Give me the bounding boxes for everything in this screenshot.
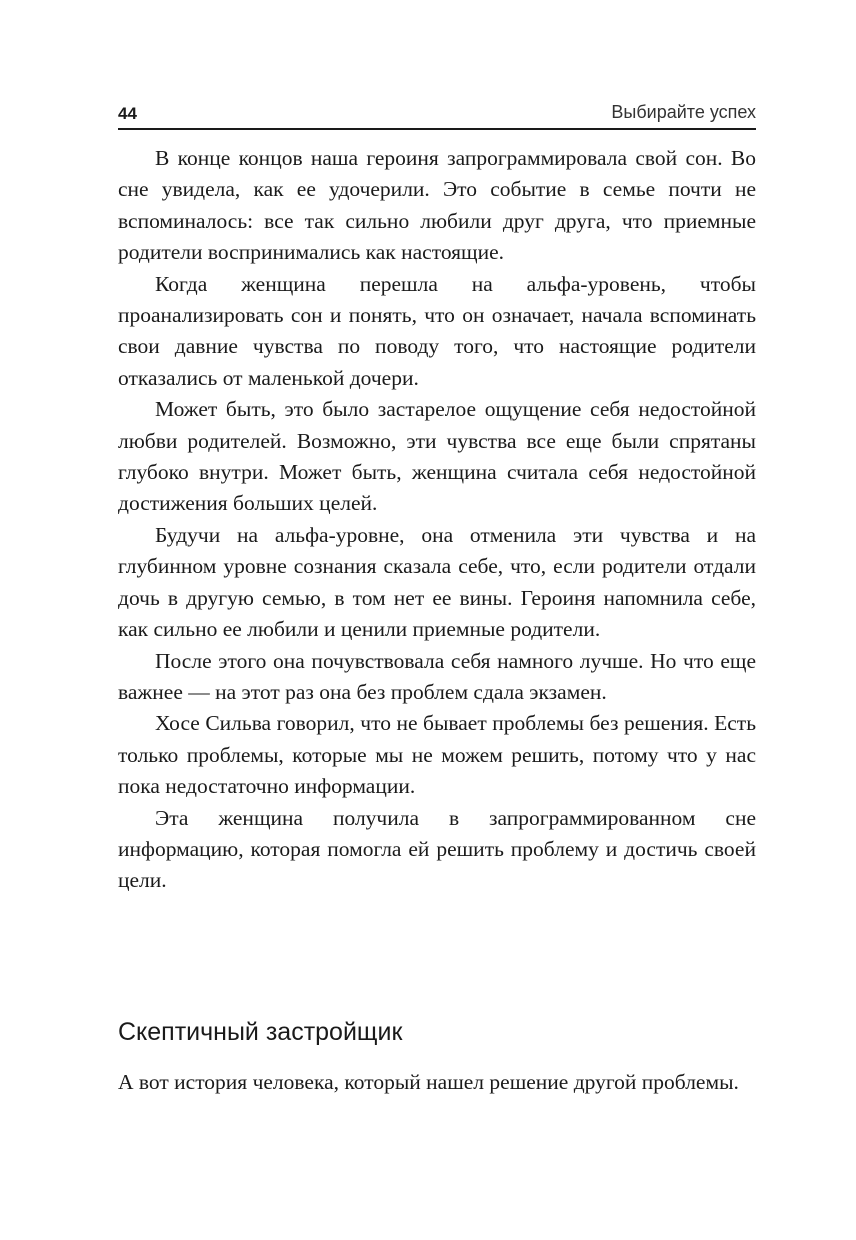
paragraph: Может быть, это было застарелое ощущение себя недостойной любви родителей. Возможно, эти чувства все еще были спрятаны глубоко внутри. Может быть, женщина считала себя недостойной достижения больших целей. <box>118 397 756 516</box>
paragraph: Хосе Сильва говорил, что не бывает проблемы без решения. Есть только проблемы, которые мы не можем решить, потому что у нас пока недостаточно информации. <box>118 711 756 799</box>
paragraph: В конце концов наша героиня запрограммировала свой сон. Во сне увидела, как ее удочерили. Это событие в семье почти не вспоминалось: все так сильно любили друг друга, что приемные родители воспринимались как настоящие. <box>118 146 756 265</box>
paragraph: Когда женщина перешла на альфа-уровень, чтобы проанализировать сон и понять, что он означает, начала вспоминать свои давние чувства по поводу того, что настоящие родители отказались от маленькой дочери. <box>118 271 756 390</box>
running-title: Выбирайте успех <box>611 102 756 122</box>
paragraph: Будучи на альфа-уровне, она отменила эти чувства и на глубинном уровне сознания сказала себе, что, если родители отдали дочь в другую семью, в том нет ее вины. Героиня напомнила себе, как сильно ее любили и ценили приемные родители. <box>118 522 756 642</box>
paragraph: После этого она почувствовала себя намного лучше. Но что еще важнее — на этот раз она без проблем сдала экзамен. <box>118 648 756 704</box>
paragraph: А вот история человека, который нашел решение другой проблемы. <box>118 1070 739 1094</box>
body-text <box>118 143 756 897</box>
section-intro <box>118 1067 756 1098</box>
page-number: 44 <box>118 104 137 123</box>
paragraph: Эта женщина получила в запрограммированном сне информацию, которая помогла ей решить проблему и достичь своей цели. <box>118 805 756 893</box>
page-header <box>118 100 756 130</box>
section-title: Скептичный застройщик <box>118 1018 403 1046</box>
